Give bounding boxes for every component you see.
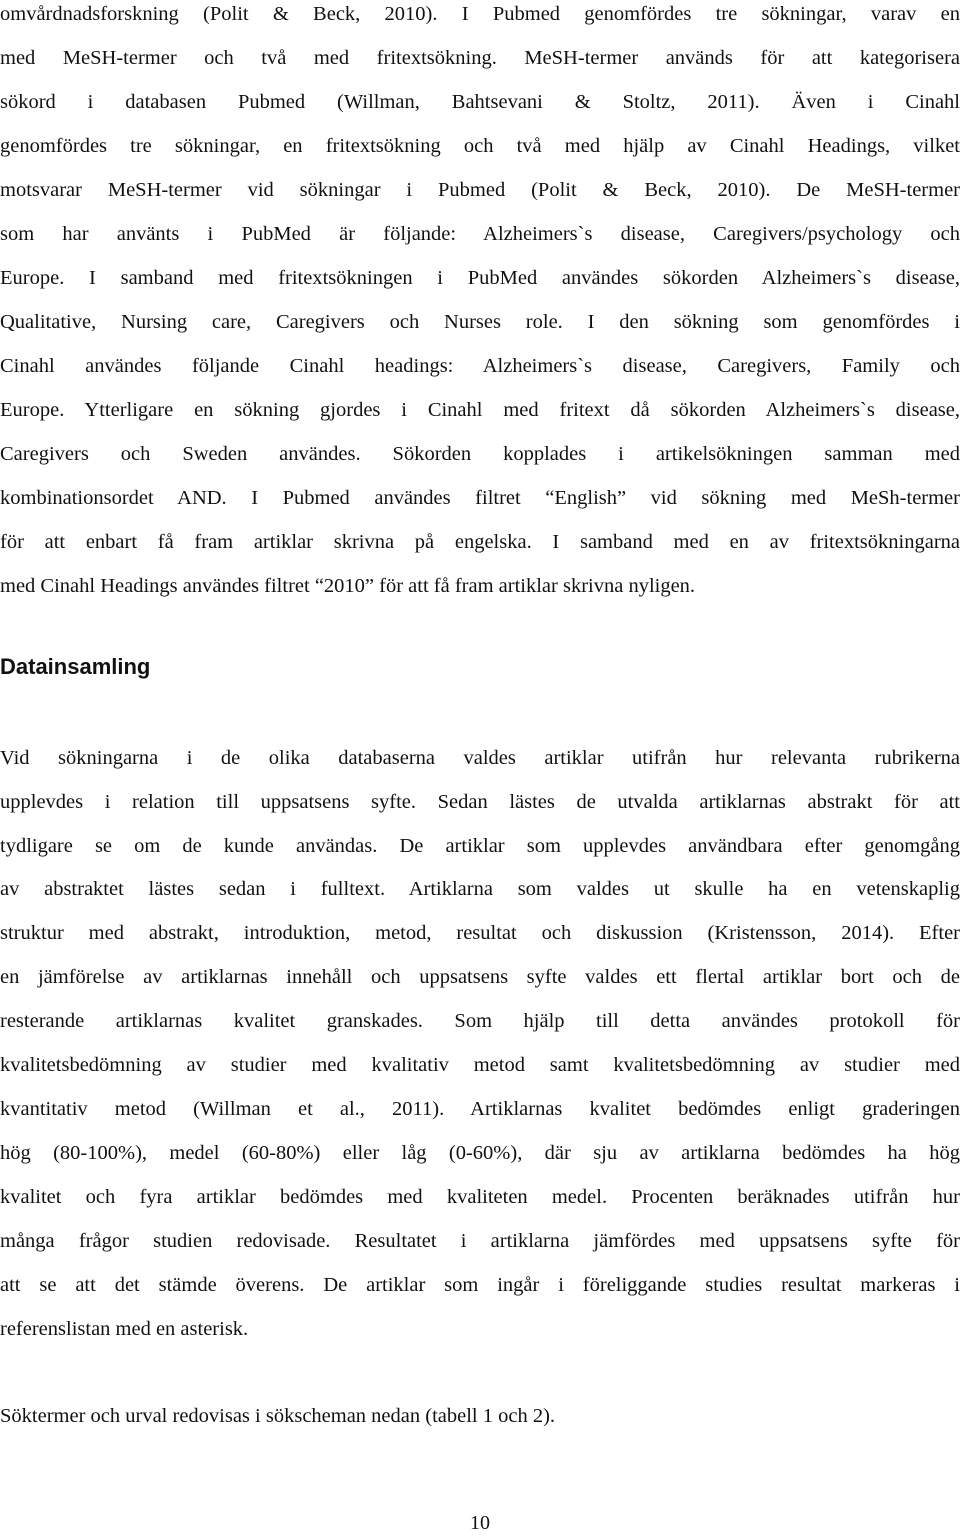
paragraph-1-line: för att enbart få fram artiklar skrivna på engelska. I samband med en av fritextsökningarna	[0, 531, 960, 553]
paragraph-2-line: många frågor studien redovisade. Resultatet i artiklarna jämfördes med uppsatsens syfte för	[0, 1230, 960, 1252]
section-heading: Datainsamling	[0, 654, 151, 679]
paragraph-2-line: av abstraktet lästes sedan i fulltext. Artiklarna som valdes ut skulle ha en vetenskaplig	[0, 878, 960, 900]
paragraph-2-line: kvantitativ metod (Willman et al., 2011). Artiklarnas kvalitet bedömdes enligt graderingen	[0, 1098, 960, 1120]
paragraph-1-line: Europe. I samband med fritextsökningen i PubMed användes sökorden Alzheimers`s disease,	[0, 267, 960, 289]
paragraph-1-line: omvårdnadsforskning (Polit & Beck, 2010). I Pubmed genomfördes tre sökningar, varav en	[0, 3, 960, 25]
paragraph-2-line: en jämförelse av artiklarnas innehåll och uppsatsens syfte valdes ett flertal artiklar bort och de	[0, 966, 960, 988]
paragraph-2-line: upplevdes i relation till uppsatsens syfte. Sedan lästes de utvalda artiklarnas abstrakt för att	[0, 791, 960, 813]
paragraph-2-line: resterande artiklarnas kvalitet granskades. Som hjälp till detta användes protokoll för	[0, 1010, 960, 1032]
paragraph-1-line: med Cinahl Headings användes filtret “2010” för att få fram artiklar skrivna nyligen.	[0, 575, 696, 597]
paragraph-1-line: som har använts i PubMed är följande: Alzheimers`s disease, Caregivers/psychology och	[0, 223, 960, 245]
paragraph-1-line: sökord i databasen Pubmed (Willman, Bahtsevani & Stoltz, 2011). Även i Cinahl	[0, 91, 960, 113]
paragraph-1-line: Caregivers och Sweden användes. Sökorden kopplades i artikelsökningen samman med	[0, 443, 960, 465]
paragraph-2-line: hög (80-100%), medel (60-80%) eller låg (0-60%), där sju av artiklarna bedömdes ha hög	[0, 1142, 960, 1164]
paragraph-2-line: struktur med abstrakt, introduktion, metod, resultat och diskussion (Kristensson, 2014). Efter	[0, 922, 960, 944]
paragraph-2-line: kvalitet och fyra artiklar bedömdes med kvaliteten medel. Procenten beräknades utifrån hur	[0, 1186, 960, 1208]
paragraph-1-line: Cinahl användes följande Cinahl headings: Alzheimers`s disease, Caregivers, Family och	[0, 355, 960, 377]
paragraph-3: Söktermer och urval redovisas i sökscheman nedan (tabell 1 och 2).	[0, 1405, 556, 1427]
paragraph-1-line: kombinationsordet AND. I Pubmed användes filtret “English” vid sökning med MeSh-termer	[0, 487, 960, 509]
paragraph-2-line: referenslistan med en asterisk.	[0, 1318, 249, 1340]
paragraph-1-line: Qualitative, Nursing care, Caregivers och Nurses role. I den sökning som genomfördes i	[0, 311, 960, 333]
paragraph-1-line: med MeSH-termer och två med fritextsökning. MeSH-termer används för att kategorisera	[0, 47, 960, 69]
paragraph-1-line: Europe. Ytterligare en sökning gjordes i Cinahl med fritext då sökorden Alzheimers`s disease,	[0, 399, 960, 421]
paragraph-2-line: kvalitetsbedömning av studier med kvalitativ metod samt kvalitetsbedömning av studier med	[0, 1054, 960, 1076]
page-number: 10	[470, 1512, 490, 1534]
paragraph-1-line: genomfördes tre sökningar, en fritextsökning och två med hjälp av Cinahl Headings, vilket	[0, 135, 960, 157]
paragraph-2-line: att se att det stämde överens. De artiklar som ingår i föreliggande studies resultat markeras i	[0, 1274, 960, 1296]
paragraph-2-line: Vid sökningarna i de olika databaserna valdes artiklar utifrån hur relevanta rubrikerna	[0, 747, 960, 769]
paragraph-1-line: motsvarar MeSH-termer vid sökningar i Pubmed (Polit & Beck, 2010). De MeSH-termer	[0, 179, 960, 201]
paragraph-2-line: tydligare se om de kunde användas. De artiklar som upplevdes användbara efter genomgång	[0, 835, 960, 857]
